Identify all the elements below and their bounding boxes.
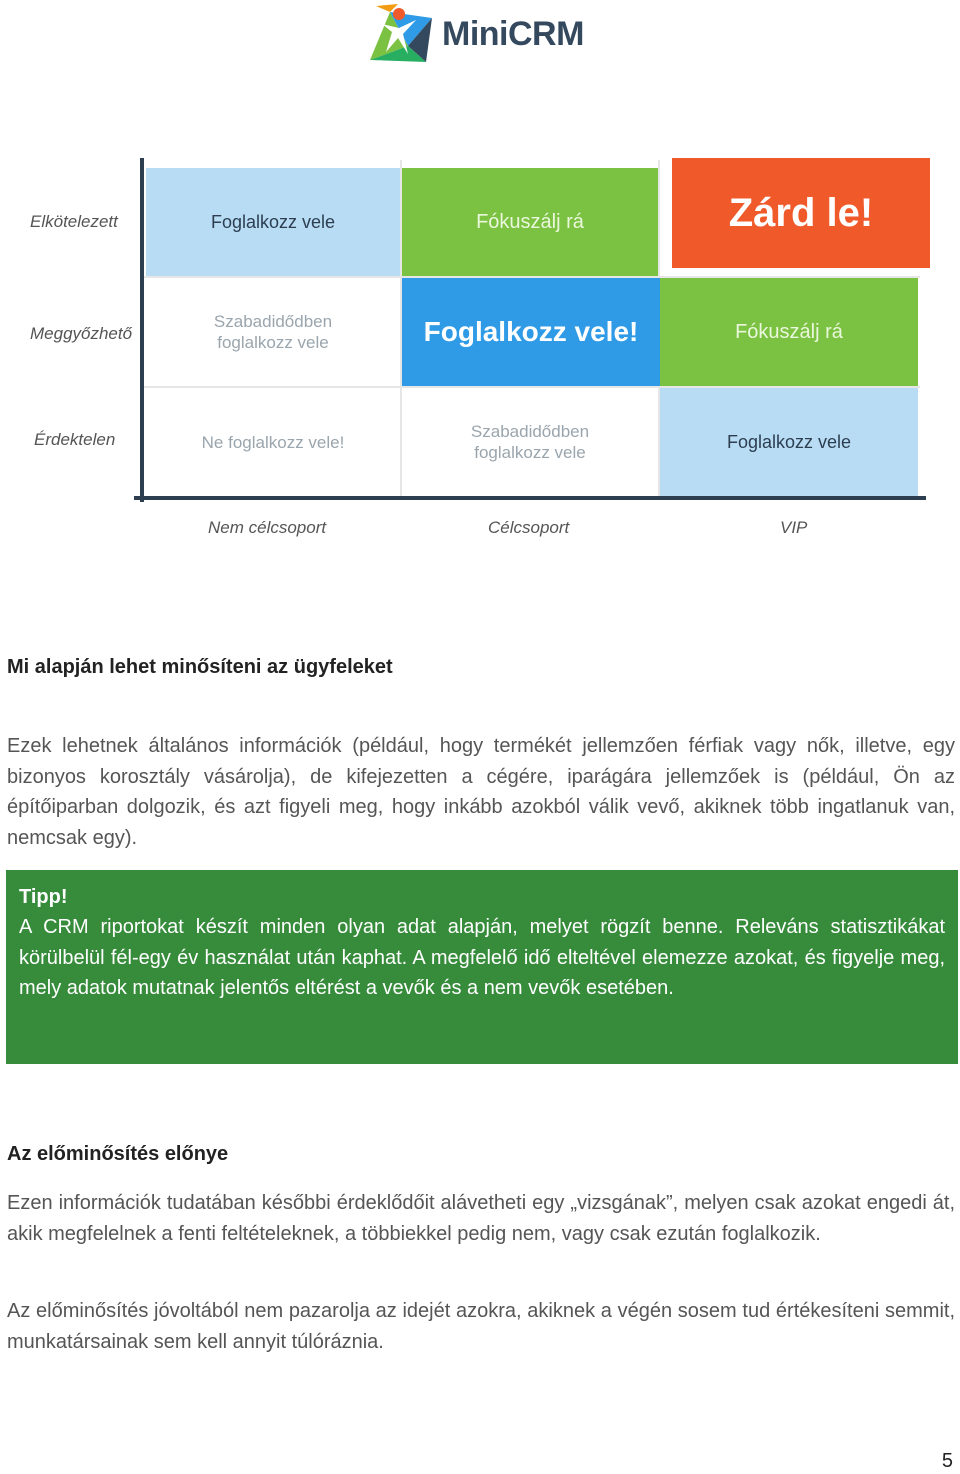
cell-foglalkozz-vele — [146, 168, 400, 276]
tip-box — [6, 870, 958, 1064]
cell-label: Fókuszálj rá — [735, 320, 843, 343]
x-label-vip: VIP — [780, 518, 808, 537]
lead-qualification-matrix — [0, 130, 960, 560]
y-label-elkotelezett: Elkötelezett — [30, 212, 118, 231]
section-heading: Mi alapján lehet minősíteni az ügyfeleket — [7, 656, 393, 678]
cell-foglalkozz-vele — [660, 388, 918, 496]
cell-label: Ne foglalkozz vele! — [201, 432, 345, 452]
y-axis — [140, 158, 144, 502]
cell-szabadidodben — [146, 278, 400, 386]
cell-szabadidodben — [402, 388, 658, 496]
cell-label-line1: Szabadidődben — [470, 422, 590, 441]
section-heading: Az előminősítés előnye — [7, 1143, 229, 1165]
cell-label-line2: foglalkozz vele — [217, 333, 329, 352]
cell-label-line2: foglalkozz vele — [474, 443, 586, 462]
cell-label: Fókuszálj rá — [476, 210, 584, 233]
page-number: 5 — [941, 1450, 953, 1472]
cell-fokuszalj-ra — [660, 278, 918, 386]
logo-figure-icon — [368, 2, 434, 66]
y-label-erdektelen: Érdektelen — [34, 430, 116, 449]
x-axis — [134, 496, 926, 500]
minicrm-logo — [368, 2, 584, 66]
cell-zard-le — [672, 158, 930, 268]
cell-ne-foglalkozz-vele — [146, 388, 400, 496]
cell-label: Foglalkozz vele — [726, 431, 852, 452]
y-label-meggyozheto: Meggyőzhető — [30, 324, 133, 343]
section-paragraph: Ezen információk tudatában későbbi érdeklődőit alávetheti egy „vizsgának”, melyen csak azokat engedi át, akik megfelelnek a fenti feltételeknek, a többiekkel pedig nem, vagy csak ezután foglalkozik. — [7, 1192, 955, 1245]
section-paragraph: Ezek lehetnek általános információk (például, hogy termékét jellemzően férfiak vagy nők, illetve, egy bizonyos korosztály vásárolja), de kifejezetten a cégére, iparágára jellemzőek is (például, Ön az építőiparban dolgozik, és azt figyeli meg, hogy inkább azokból válik vevő, akiknek több ingatlanuk van, nemcsak egy). — [7, 735, 955, 849]
cell-label: Foglalkozz vele! — [423, 316, 639, 347]
x-label-celcsoport: Célcsoport — [488, 518, 570, 537]
cell-foglalkozz-vele-highlight — [402, 278, 660, 386]
tip-body: A CRM riportokat készít minden olyan adat alapján, melyet rögzít benne. Releváns statisztikákat körülbelül fél-egy év használat után kaphat. A megfelelő idő elteltével elemezze azokat, és figyelje meg, mely adatok mutatnak jelentős eltérést a vevők és a nem vevők esetében. — [19, 916, 945, 999]
x-label-nem-celcsoport: Nem célcsoport — [208, 518, 327, 537]
cell-label-line1: Szabadidődben — [213, 312, 333, 331]
tip-title: Tipp! — [19, 886, 68, 908]
cell-fokuszalj-ra — [402, 168, 658, 276]
logo-text: MiniCRM — [442, 14, 584, 53]
cell-label: Zárd le! — [728, 190, 874, 235]
cell-label: Foglalkozz vele — [210, 211, 336, 232]
section-paragraph: Az előminősítés jóvoltából nem pazarolja az idejét azokra, akiknek a végén sosem tud értékesíteni semmit, munkatársainak sem kell annyit túlóráznia. — [7, 1300, 955, 1353]
